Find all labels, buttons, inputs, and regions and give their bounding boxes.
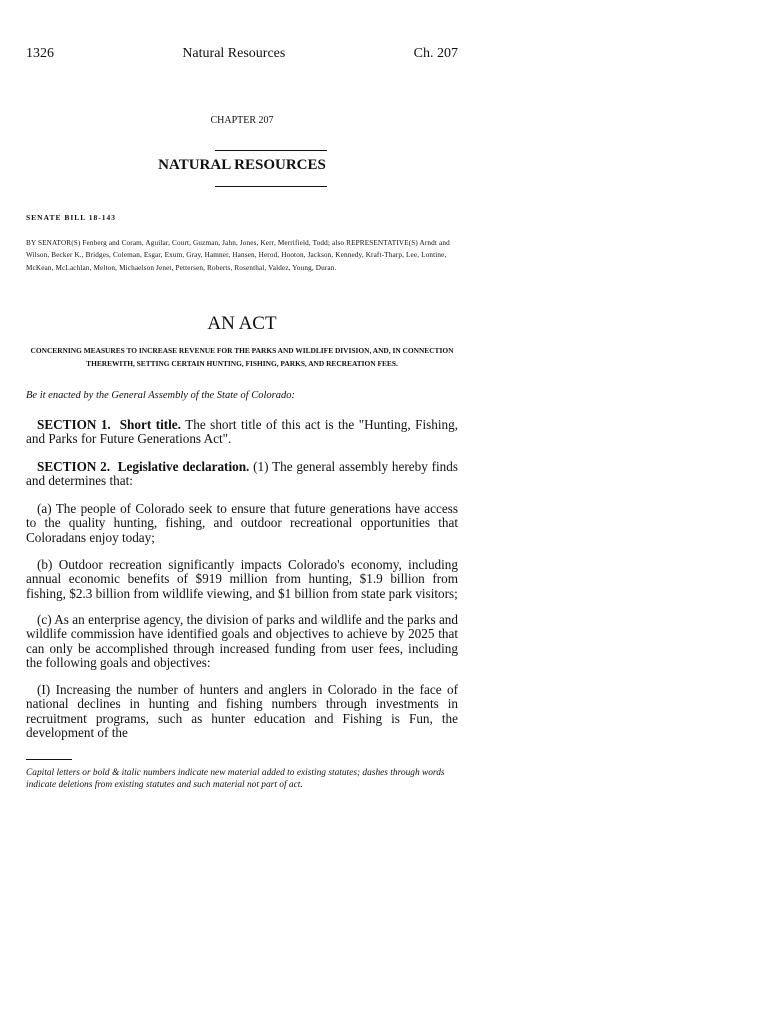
heading-rule-top [215,150,327,151]
section-1-label: SECTION 1. [37,417,111,432]
page-number: 1326 [26,46,54,61]
chapter-ref: Ch. 207 [413,46,458,61]
paragraph-b: (b) Outdoor recreation significantly impacts Colorado's economy, including annual economic benefits of $919 million from hunting, $1.9 billion from fishing, $2.3 billion from wildlife viewing, and $1 billion from state park visitors; [26,557,458,601]
heading-rule-bottom [215,186,327,187]
concerning-clause: CONCERNING MEASURES TO INCREASE REVENUE FOR THE PARKS AND WILDLIFE DIVISION, AND, IN CONNECTION THEREWITH, SETTING CERTAIN HUNTING, FISHING, PARKS, AND RECREATION FEES. [30,346,454,368]
section-2-heading: Legislative declaration. [117,459,250,474]
paragraph-I: (I) Increasing the number of hunters and anglers in Colorado in the face of national declines in hunting and fishing numbers through investments in recruitment programs, such as hunter education and Fishing is Fun, the development of the [26,682,458,741]
enacting-clause: Be it enacted by the General Assembly of the State of Colorado: [26,390,295,401]
page-title: NATURAL RESOURCES [158,157,326,173]
section-1-heading: Short title. [119,417,181,432]
section-2-text: (1) The general assembly hereby finds and determines that: [26,459,458,489]
sponsors: BY SENATOR(S) Fenberg and Coram, Aguilar, Court, Guzman, Jahn, Jones, Kerr, Merrifield, Todd; also REPRESENTATIVE(S) Arndt and Wilson, Becker K., Bridges, Coleman, Esgar, Exum, Gray, Hamner, Hansen, Herod, Hooton, Jackson, Kennedy, Kraft-Tharp, Lee, Lontine, McKean, McLachlan, Melton, Michaelson Jenet, Pettersen, Roberts, Rosenthal, Valdez, Young, Duran. [26,239,450,272]
act-title: AN ACT [207,313,277,334]
section-1-text: The short title of this act is the "Hunting, Fishing, and Parks for Future Generations Act". [26,417,458,447]
section-1 [26,418,458,447]
paragraph-c: (c) As an enterprise agency, the division of parks and wildlife and the parks and wildlife commission have identified goals and objectives to achieve by 2025 that can only be accomplished through increased funding from user fees, including the following goals and objectives: [26,612,458,671]
running-head [26,46,458,62]
section-2-label: SECTION 2. [37,459,111,474]
footnote-rule [26,759,72,760]
bill-id: SENATE BILL 18-143 [26,213,116,222]
paragraph-a: (a) The people of Colorado seek to ensure that future generations have access to the quality hunting, fishing, and outdoor recreational opportunities that Coloradans enjoy today; [26,501,458,545]
footnote: Capital letters or bold & italic numbers indicate new material added to existing statutes; dashes through words indicate deletions from existing statutes and such material not part of act. [26,768,445,791]
running-title: Natural Resources [182,46,286,61]
section-2 [26,460,458,489]
chapter-label: CHAPTER 207 [210,115,274,126]
